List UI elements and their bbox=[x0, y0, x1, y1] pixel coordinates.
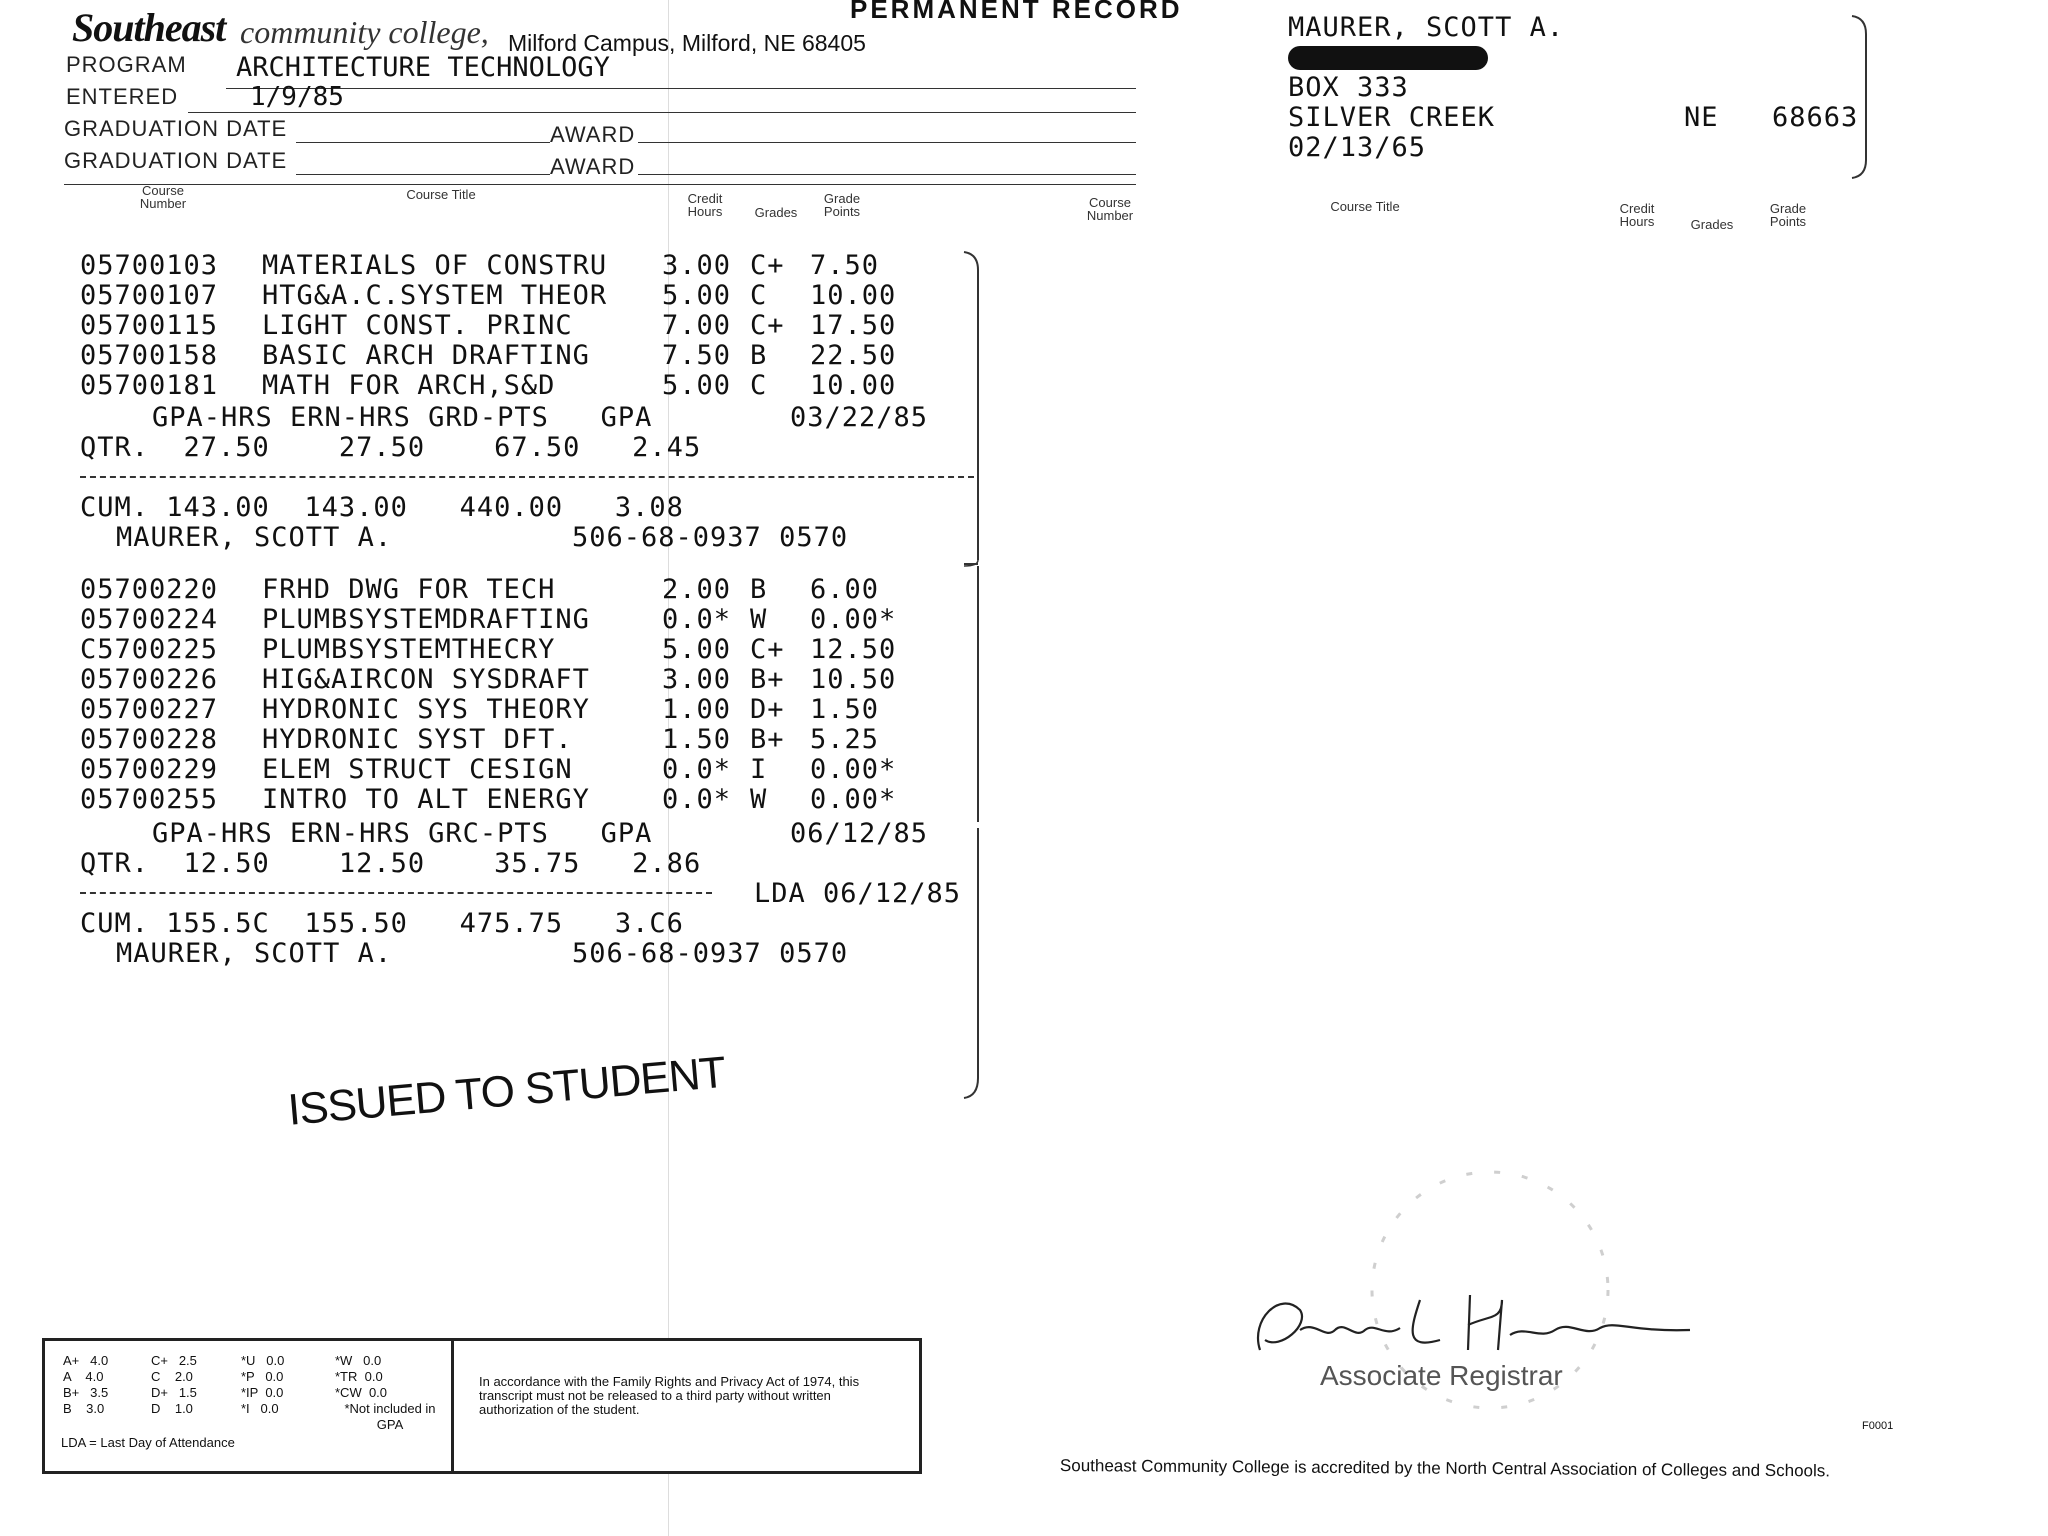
entered-rule bbox=[188, 112, 1136, 113]
grade-key-entry: B+ 3.5 bbox=[63, 1385, 109, 1400]
grade-key-entry: *P 0.0 bbox=[241, 1369, 284, 1384]
course-title: MATERIALS OF CONSTRU bbox=[262, 250, 608, 281]
grade-key-entry: C 2.0 bbox=[151, 1369, 193, 1384]
course-number: 05700226 bbox=[80, 664, 219, 695]
entered-label: ENTERED bbox=[66, 84, 179, 109]
course-title: HYDRONIC SYST DFT. bbox=[262, 724, 573, 755]
term1-id-line: 506-68-0937 0570 bbox=[572, 522, 849, 553]
term2-cum-line: CUM. 155.5C 155.50 475.75 3.C6 bbox=[80, 908, 684, 939]
student-state: NE bbox=[1684, 102, 1719, 133]
grade-key-entry: *CW 0.0 bbox=[335, 1385, 388, 1400]
course-title: HYDRONIC SYS THEORY bbox=[262, 694, 590, 725]
grade-points: 10.00 bbox=[810, 370, 897, 401]
student-name: MAURER, SCOTT A. bbox=[1288, 12, 1565, 43]
student-birth-date: 02/13/65 bbox=[1288, 132, 1427, 163]
credit-hours: 7.50 bbox=[662, 340, 732, 371]
redacted-id bbox=[1288, 46, 1488, 70]
term2-lda-line: LDA 06/12/85 bbox=[754, 878, 962, 909]
grade-points: 7.50 bbox=[810, 250, 880, 281]
grade-points: 10.00 bbox=[810, 280, 897, 311]
grade-key-entry: *U 0.0 bbox=[241, 1353, 285, 1368]
term1-cum-line: CUM. 143.00 143.00 440.00 3.08 bbox=[80, 492, 684, 523]
credit-hours: 2.00 bbox=[662, 574, 732, 605]
course-title: INTRO TO ALT ENERGY bbox=[262, 784, 590, 815]
course-title: BASIC ARCH DRAFTING bbox=[262, 340, 590, 371]
grade-points: 1.50 bbox=[810, 694, 880, 725]
term2-summary-header: GPA-HRS ERN-HRS GRC-PTS GPA bbox=[152, 818, 653, 849]
award-rule-2 bbox=[638, 174, 1136, 175]
credit-hours: 1.00 bbox=[662, 694, 732, 725]
course-number: 05700181 bbox=[80, 370, 219, 401]
signature-title: Associate Registrar bbox=[1320, 1360, 1563, 1391]
course-number: 05700227 bbox=[80, 694, 219, 725]
grade-key-col2 bbox=[151, 1353, 197, 1417]
form-code: F0001 bbox=[1862, 1420, 1894, 1432]
grade: I bbox=[750, 754, 768, 785]
course-title: ELEM STRUCT CESIGN bbox=[262, 754, 573, 785]
col-course-title-2: Course Title bbox=[1330, 199, 1400, 214]
course-title: MATH FOR ARCH,S&D bbox=[262, 370, 556, 401]
college-name-script: community college, bbox=[240, 14, 489, 50]
program-label: PROGRAM bbox=[66, 52, 187, 77]
term2-id-line: 506-68-0937 0570 bbox=[572, 938, 849, 969]
course-title: LIGHT CONST. PRINC bbox=[262, 310, 573, 341]
course-number: 05700224 bbox=[80, 604, 219, 635]
col-grades-2: Grades bbox=[1690, 217, 1734, 232]
col-grades: Grades bbox=[754, 205, 798, 220]
campus-address: Milford Campus, Milford, NE 68405 bbox=[508, 30, 866, 56]
program-rule bbox=[226, 88, 1136, 89]
grade-key-col3 bbox=[241, 1353, 284, 1417]
col-credit-hours: Credit Hours bbox=[687, 191, 723, 219]
col-course-number: Course Number bbox=[139, 183, 187, 211]
col-course-number-2: Course Number bbox=[1086, 195, 1134, 223]
credit-hours: 1.50 bbox=[662, 724, 732, 755]
grade-points: 17.50 bbox=[810, 310, 897, 341]
award-rule-1 bbox=[638, 142, 1136, 143]
credit-hours: 5.00 bbox=[662, 370, 732, 401]
credit-hours: 3.00 bbox=[662, 664, 732, 695]
credit-hours: 5.00 bbox=[662, 280, 732, 311]
grade-key-col1 bbox=[63, 1353, 108, 1417]
grade: B bbox=[750, 574, 768, 605]
student-city: SILVER CREEK bbox=[1288, 102, 1496, 133]
course-number: C5700225 bbox=[80, 634, 219, 665]
course-number: 05700229 bbox=[80, 754, 219, 785]
course-title: HTG&A.C.SYSTEM THEOR bbox=[262, 280, 608, 311]
student-zip: 68663 bbox=[1772, 102, 1859, 133]
term2-separator bbox=[80, 892, 712, 894]
credit-hours: 0.0* bbox=[662, 784, 732, 815]
grade-key-entry: C+ 2.5 bbox=[151, 1353, 197, 1368]
grade: C+ bbox=[750, 634, 785, 665]
credit-hours: 0.0* bbox=[662, 604, 732, 635]
course-title: HIG&AIRCON SYSDRAFT bbox=[262, 664, 590, 695]
grade-points: 0.00* bbox=[810, 754, 897, 785]
privacy-notice: In accordance with the Family Rights and Privacy Act of 1974, this transcript must not be released to a third party without written authorization of the student. bbox=[479, 1374, 860, 1417]
grade-key-entry: *I 0.0 bbox=[241, 1401, 279, 1416]
grade-key-divider bbox=[451, 1341, 454, 1471]
grade: W bbox=[750, 784, 768, 815]
graduation-date-label-2: GRADUATION DATE bbox=[64, 148, 288, 173]
course-number: 05700220 bbox=[80, 574, 219, 605]
grade-key-entry: D 1.0 bbox=[151, 1401, 193, 1416]
accreditation-statement: Southeast Community College is accredited by the North Central Association of Colleges and Schools. bbox=[1059, 1456, 1831, 1481]
term2-qtr-line: QTR. 12.50 12.50 35.75 2.86 bbox=[80, 848, 702, 879]
grade-points: 0.00* bbox=[810, 604, 897, 635]
grade-key-entry: D+ 1.5 bbox=[151, 1385, 197, 1400]
student-address: BOX 333 bbox=[1288, 72, 1409, 103]
entered-value: 1/9/85 bbox=[250, 82, 344, 112]
course-number: 05700255 bbox=[80, 784, 219, 815]
course-title: PLUMBSYSTEMDRAFTING bbox=[262, 604, 590, 635]
grade-key-entry: A+ 4.0 bbox=[63, 1353, 109, 1368]
course-list-bracket bbox=[960, 250, 990, 1100]
course-number: 05700115 bbox=[80, 310, 219, 341]
term1-name-line: MAURER, SCOTT A. bbox=[116, 522, 393, 553]
col-credit-hours-2: Credit Hours bbox=[1619, 201, 1655, 229]
program-value: ARCHITECTURE TECHNOLOGY bbox=[236, 52, 610, 83]
course-number: 05700228 bbox=[80, 724, 219, 755]
term1-separator bbox=[80, 476, 974, 478]
grade-key-entry: *W 0.0 bbox=[335, 1353, 382, 1368]
grade: C bbox=[750, 370, 768, 401]
course-number: 05700107 bbox=[80, 280, 219, 311]
course-title: FRHD DWG FOR TECH bbox=[262, 574, 556, 605]
grade-key-box bbox=[42, 1338, 922, 1474]
grade-points: 22.50 bbox=[810, 340, 897, 371]
grade-key-col4 bbox=[335, 1353, 387, 1401]
grade: W bbox=[750, 604, 768, 635]
grade-points: 10.50 bbox=[810, 664, 897, 695]
grade-points: 5.25 bbox=[810, 724, 880, 755]
issued-stamp: ISSUED TO STUDENT bbox=[286, 1047, 728, 1135]
college-name-bold: Southeast bbox=[72, 5, 226, 50]
credit-hours: 3.00 bbox=[662, 250, 732, 281]
grade: D+ bbox=[750, 694, 785, 725]
graduation-date-rule-2 bbox=[296, 174, 550, 175]
grade-key-entry: *TR 0.0 bbox=[335, 1369, 383, 1384]
course-title: PLUMBSYSTEMTHECRY bbox=[262, 634, 556, 665]
record-title: PERMANENT RECORD bbox=[850, 0, 1183, 24]
grade-points: 12.50 bbox=[810, 634, 897, 665]
col-grade-points: Grade Points bbox=[823, 191, 861, 219]
grade-points: 6.00 bbox=[810, 574, 880, 605]
course-number: 05700158 bbox=[80, 340, 219, 371]
grade-key-not-included: *Not included in GPA bbox=[344, 1401, 436, 1432]
col-grade-points-2: Grade Points bbox=[1769, 201, 1807, 229]
grade-key-entry: *IP 0.0 bbox=[241, 1385, 284, 1400]
grade: C+ bbox=[750, 250, 785, 281]
col-course-title: Course Title bbox=[406, 187, 476, 202]
credit-hours: 5.00 bbox=[662, 634, 732, 665]
graduation-date-label-1: GRADUATION DATE bbox=[64, 116, 288, 141]
award-label-1: AWARD bbox=[550, 122, 636, 147]
header-bottom-rule bbox=[64, 184, 1136, 185]
credit-hours: 7.00 bbox=[662, 310, 732, 341]
credit-hours: 0.0* bbox=[662, 754, 732, 785]
term2-summary-date: 06/12/85 bbox=[790, 818, 929, 849]
term1-summary-date: 03/22/85 bbox=[790, 402, 929, 433]
course-number: 05700103 bbox=[80, 250, 219, 281]
grade: B+ bbox=[750, 724, 785, 755]
grade-points: 0.00* bbox=[810, 784, 897, 815]
term2-name-line: MAURER, SCOTT A. bbox=[116, 938, 393, 969]
term1-qtr-line: QTR. 27.50 27.50 67.50 2.45 bbox=[80, 432, 702, 463]
grade: B bbox=[750, 340, 768, 371]
grade: C bbox=[750, 280, 768, 311]
award-label-2: AWARD bbox=[550, 154, 636, 179]
grade: B+ bbox=[750, 664, 785, 695]
address-bracket bbox=[1850, 14, 1874, 180]
grade-key-entry: B 3.0 bbox=[63, 1401, 105, 1416]
grade-key-lda-note: LDA = Last Day of Attendance bbox=[61, 1435, 235, 1450]
registrar-signature bbox=[1240, 1280, 1700, 1370]
grade-key-entry: A 4.0 bbox=[63, 1369, 104, 1384]
grade: C+ bbox=[750, 310, 785, 341]
term1-summary-header: GPA-HRS ERN-HRS GRD-PTS GPA bbox=[152, 402, 653, 433]
graduation-date-rule-1 bbox=[296, 142, 550, 143]
